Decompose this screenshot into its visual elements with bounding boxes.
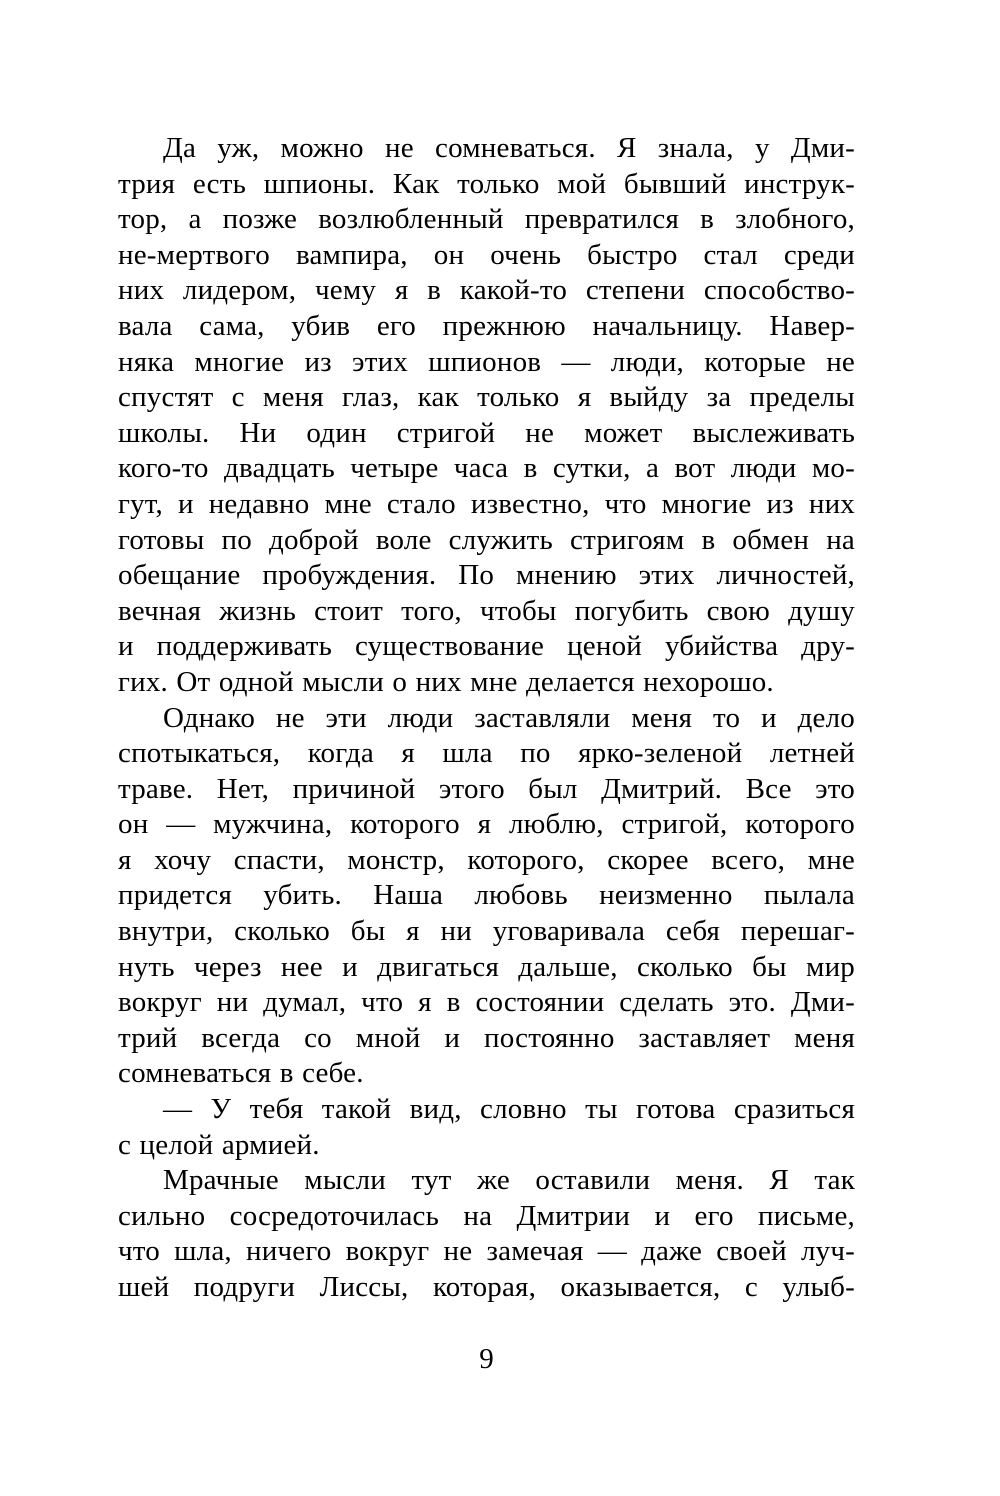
text-line: внутри, сколько бы я ни уговаривала себя перешаг- <box>118 915 855 948</box>
text-line: обещание пробуждения. По мнению этих личностей, <box>118 559 855 592</box>
text-line: тор, а позже возлюбленный превратился в злобного, <box>118 203 855 236</box>
text-line: и поддерживать существование ценой убийства дру- <box>118 630 855 663</box>
text-line: школы. Ни один стригой не может выслеживать <box>118 416 855 449</box>
page-text <box>118 131 855 1306</box>
text-line: трий всегда со мной и постоянно заставляет меня <box>118 1021 855 1054</box>
text-line: гут, и недавно мне стало известно, что многие из них <box>118 487 855 520</box>
text-line: Да уж, можно не сомневаться. Я знала, у Дми- <box>163 132 855 164</box>
text-line: сомневаться в себе. <box>118 1057 364 1090</box>
text-line: что шла, ничего вокруг не замечая — даже своей луч- <box>118 1235 855 1268</box>
page-number: 9 <box>479 1343 494 1375</box>
text-line: нуть через нее и двигаться дальше, сколько бы мир <box>118 950 855 983</box>
text-line: он — мужчина, которого я люблю, стригой, которого <box>118 808 855 841</box>
text-line: кого-то двадцать четыре часа в сутки, а вот люди мо- <box>118 452 855 485</box>
text-line: траве. Нет, причиной этого был Дмитрий. Все это <box>118 772 855 805</box>
text-line: вечная жизнь стоит того, чтобы погубить свою душу <box>118 594 855 627</box>
text-line: Однако не эти люди заставляли меня то и дело <box>163 701 855 734</box>
text-line: готовы по доброй воле служить стригоям в обмен на <box>118 523 855 556</box>
text-line: сильно сосредоточилась на Дмитрии и его письме, <box>118 1199 855 1232</box>
text-line: вала сама, убив его прежнюю начальницу. Навер- <box>118 309 855 342</box>
text-line: гих. От одной мысли о них мне делается нехорошо. <box>118 665 774 698</box>
text-line: них лидером, чему я в какой-то степени способство- <box>118 274 855 307</box>
text-line: я хочу спасти, монстр, которого, скорее всего, мне <box>118 843 855 876</box>
text-line: придется убить. Наша любовь неизменно пылала <box>118 879 855 912</box>
text-line: спустят с меня глаз, как только я выйду за пределы <box>118 381 855 414</box>
text-line: шей подруги Лиссы, которая, оказывается, с улыб- <box>118 1271 855 1303</box>
text-line: трия есть шпионы. Как только мой бывший инструк- <box>118 167 855 200</box>
text-line: Мрачные мысли тут же оставили меня. Я так <box>163 1164 855 1197</box>
text-line: вокруг ни думал, что я в состоянии сделать это. Дми- <box>118 986 855 1019</box>
text-line: не-мертвого вампира, он очень быстро стал среди <box>118 238 855 271</box>
text-line: няка многие из этих шпионов — люди, которые не <box>118 345 855 378</box>
text-line: спотыкаться, когда я шла по ярко-зеленой летней <box>118 737 855 770</box>
text-line: — У тебя такой вид, словно ты готова сразиться <box>163 1093 855 1126</box>
text-line: с целой армией. <box>118 1128 320 1161</box>
